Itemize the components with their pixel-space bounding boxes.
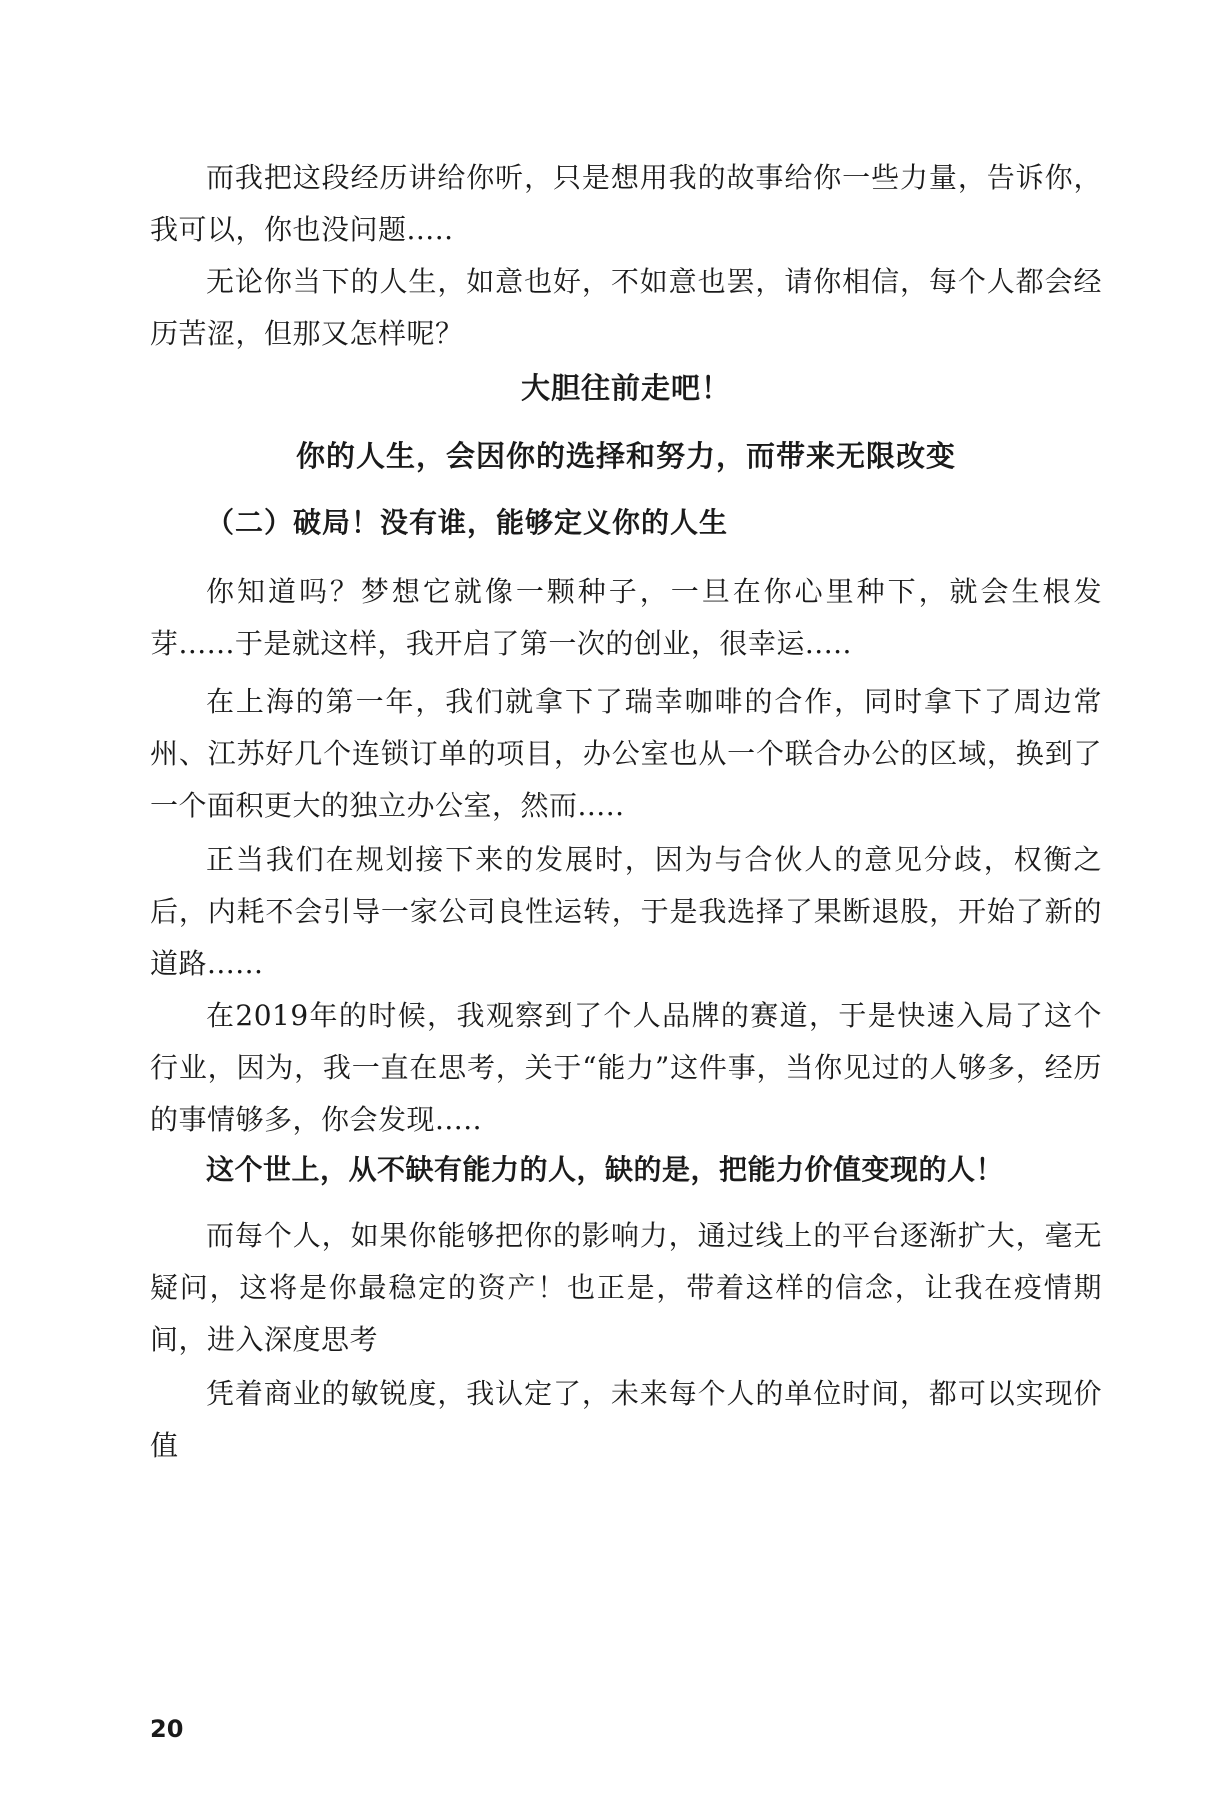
paragraph-share-story: 而我把这段经历讲给你听，只是想用我的故事给你一些力量，告诉你，我可以，你也没问题..... [150, 161, 1102, 246]
section-heading-breakthrough: （二）破局！没有谁，能够定义你的人生 [206, 506, 729, 539]
callout-ability-value: 这个世上，从不缺有能力的人，缺的是，把能力价值变现的人！ [206, 1153, 1005, 1186]
paragraph-life-bitterness: 无论你当下的人生，如意也好，不如意也罢，请你相信，每个人都会经历苦涩，但那又怎样呢？ [150, 265, 1102, 350]
paragraph-online-influence: 而每个人，如果你能够把你的影响力，通过线上的平台逐渐扩大，毫无疑问，这将是你最稳定的资产！也正是，带着这样的信念，让我在疫情期间，进入深度思考 [150, 1219, 1102, 1356]
paragraph-personal-brand: 在2019年的时候，我观察到了个人品牌的赛道，于是快速入局了这个行业，因为，我一直在思考，关于“能力”这件事，当你见过的人够多，经历的事情够多，你会发现..... [150, 999, 1102, 1136]
paragraph-dream-seed: 你知道吗？梦想它就像一颗种子，一旦在你心里种下，就会生根发芽......于是就这样，我开启了第一次的创业，很幸运..... [150, 575, 1102, 660]
callout-go-forward: 大胆往前走吧！ [520, 371, 731, 405]
paragraph-partner-divergence: 正当我们在规划接下来的发展时，因为与合伙人的意见分歧，权衡之后，内耗不会引导一家公司良性运转，于是我选择了果断退股，开始了新的道路...... [150, 843, 1102, 980]
page-number: 20 [150, 1715, 184, 1743]
paragraph-business-acumen: 凭着商业的敏锐度，我认定了，未来每个人的单位时间，都可以实现价值 [150, 1377, 1102, 1462]
callout-life-change: 你的人生，会因你的选择和努力，而带来无限改变 [295, 439, 956, 473]
paragraph-shanghai-first-year: 在上海的第一年，我们就拿下了瑞幸咖啡的合作，同时拿下了周边常州、江苏好几个连锁订单的项目，办公室也从一个联合办公的区域，换到了一个面积更大的独立办公室，然而..... [150, 685, 1102, 822]
